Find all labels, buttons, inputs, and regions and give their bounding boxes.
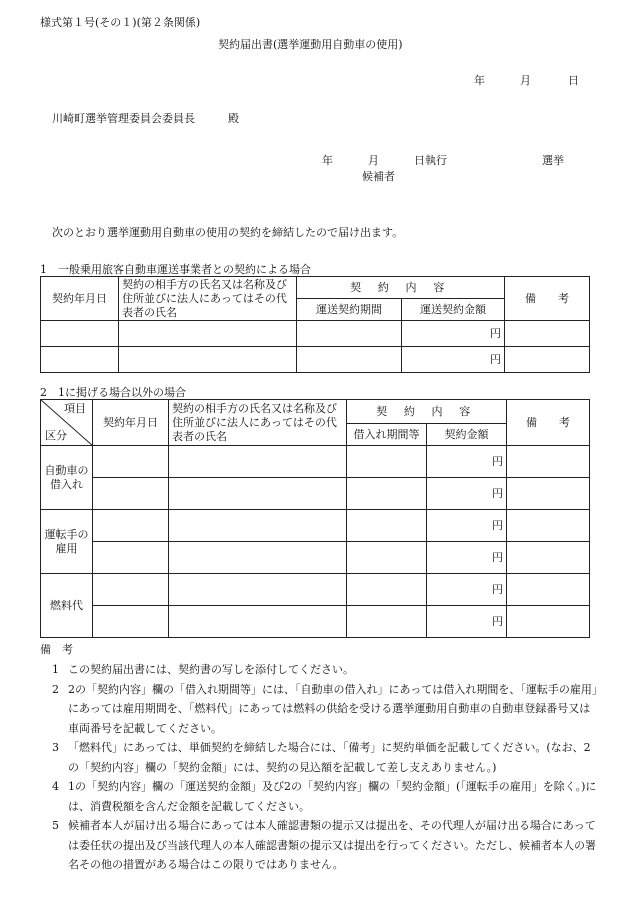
table-row — [41, 606, 590, 638]
table-row — [41, 574, 590, 606]
s2-amount-cell[interactable]: 円 — [427, 606, 507, 638]
s2-corner-cell — [41, 400, 93, 446]
s1-header-amount: 運送契約金額 — [402, 299, 505, 321]
s2-header-contract: 契 約 内 容 — [347, 400, 507, 424]
s2-date-cell[interactable] — [93, 510, 169, 542]
s2-period-cell[interactable] — [347, 510, 427, 542]
s2-party-cell[interactable] — [169, 478, 347, 510]
table-row — [41, 510, 590, 542]
s2-amount-cell[interactable]: 円 — [427, 510, 507, 542]
s2-row-driver: 運転手の雇用 — [41, 510, 93, 574]
s1-amount-cell[interactable]: 円 — [402, 321, 505, 347]
s2-remarks-cell[interactable] — [507, 446, 590, 478]
s2-amount-cell[interactable]: 円 — [427, 574, 507, 606]
s2-party-cell[interactable] — [169, 606, 347, 638]
list-item: 3 「燃料代」にあっては、単価契約を締結した場合には、「備考」に契約単価を記載してください。(なお、2の「契約内容」欄の「契約金額」には、契約の見込額を記載して差し支えありません。) — [52, 741, 591, 774]
notes-heading: 備 考 — [40, 643, 73, 656]
list-item: 5 候補者本人が届け出る場合にあっては本人確認書類の提示又は提出を、その代理人が届け出る場合にあっては委任状の提出及び当該代理人の本人確認書類の提示又は提出を行ってください。ただし、候補者本人の署名その他の措置がある場合はこの限りではありません。 — [52, 819, 596, 871]
s2-date-cell[interactable] — [93, 478, 169, 510]
notes-list — [40, 660, 600, 875]
s1-party-cell[interactable] — [119, 321, 297, 347]
s2-header-date: 契約年月日 — [93, 400, 169, 446]
s2-amount-cell[interactable]: 円 — [427, 542, 507, 574]
form-number: 様式第１号(その１)(第２条関係) — [40, 16, 201, 29]
s2-amount-cell[interactable]: 円 — [427, 446, 507, 478]
s2-date-cell[interactable] — [93, 574, 169, 606]
s2-period-cell[interactable] — [347, 574, 427, 606]
list-item: 2 2の「契約内容」欄の「借入れ期間等」には、「自動車の借入れ」にあっては借入れ期間を、「運転手の雇用」にあっては雇用期間を、「燃料代」にあっては燃料の供給を受ける選挙運動用自動車の自動車登録番号又は車両番号を記載してください。 — [52, 682, 598, 735]
page-title: 契約届出書(選挙運動用自動車の使用) — [218, 38, 403, 51]
s2-amount-cell[interactable]: 円 — [427, 478, 507, 510]
s2-period-cell[interactable] — [347, 478, 427, 510]
s1-remarks-cell[interactable] — [505, 321, 590, 347]
date-year-label: 年 — [474, 74, 485, 87]
s1-header-date: 契約年月日 — [41, 277, 119, 321]
section1-table — [40, 276, 590, 373]
date-day-label: 日 — [568, 74, 579, 87]
s2-remarks-cell[interactable] — [507, 606, 590, 638]
s2-row-fuel: 燃料代 — [41, 574, 93, 638]
s2-header-party: 契約の相手方の氏名又は名称及び住所並びに法人にあってはその代表者の氏名 — [169, 400, 347, 446]
s1-period-cell[interactable] — [297, 321, 402, 347]
s2-header-period: 借入れ期間等 — [347, 424, 427, 446]
s2-remarks-cell[interactable] — [507, 478, 590, 510]
list-item: 4 1の「契約内容」欄の「運送契約金額」及び2の「契約内容」欄の「契約金額」(「運転手の雇用」を除く。)には、消費税額を含んだ金額を記載してください。 — [52, 780, 597, 813]
s2-remarks-cell[interactable] — [507, 542, 590, 574]
s1-period-cell[interactable] — [297, 347, 402, 373]
table-row — [41, 347, 590, 373]
s1-remarks-cell[interactable] — [505, 347, 590, 373]
section2-table — [40, 399, 590, 638]
addressee-name: 川崎町選挙管理委員会委員長 — [52, 112, 195, 125]
s2-party-cell[interactable] — [169, 446, 347, 478]
s1-amount-cell[interactable]: 円 — [402, 347, 505, 373]
s2-row-car: 自動車の借入れ — [41, 446, 93, 510]
s2-party-cell[interactable] — [169, 510, 347, 542]
candidate-label: 候補者 — [362, 170, 395, 183]
date-month-label: 月 — [520, 74, 531, 87]
election-day-label: 日執行 — [414, 154, 447, 167]
s1-header-remarks: 備 考 — [505, 277, 590, 321]
s1-header-period: 運送契約期間 — [297, 299, 402, 321]
list-item: 1 この契約届出書には、契約書の写しを添付してください。 — [52, 663, 354, 676]
s1-date-cell[interactable] — [41, 347, 119, 373]
intro-text: 次のとおり選挙運動用自動車の使用の契約を締結したので届け出ます。 — [52, 226, 404, 239]
s2-corner-category: 区分 — [45, 429, 67, 442]
table-row — [41, 542, 590, 574]
s2-period-cell[interactable] — [347, 446, 427, 478]
s1-header-contract: 契 約 内 容 — [297, 277, 505, 299]
table-row — [41, 321, 590, 347]
election-suffix: 選挙 — [542, 154, 564, 167]
s2-period-cell[interactable] — [347, 606, 427, 638]
s1-header-party: 契約の相手方の氏名又は名称及び住所並びに法人にあってはその代表者の氏名 — [119, 277, 297, 321]
s2-corner-item: 項目 — [64, 402, 86, 415]
election-year-label: 年 — [322, 154, 333, 167]
election-month-label: 月 — [368, 154, 379, 167]
s2-header-remarks: 備 考 — [507, 400, 590, 446]
s1-date-cell[interactable] — [41, 321, 119, 347]
s2-period-cell[interactable] — [347, 542, 427, 574]
s2-date-cell[interactable] — [93, 542, 169, 574]
s2-party-cell[interactable] — [169, 574, 347, 606]
s2-remarks-cell[interactable] — [507, 510, 590, 542]
section2-heading: 2 1に掲げる場合以外の場合 — [40, 386, 186, 399]
section1-heading: 1 一般乗用旅客自動車運送事業者との契約による場合 — [40, 263, 311, 276]
s2-remarks-cell[interactable] — [507, 574, 590, 606]
s2-party-cell[interactable] — [169, 542, 347, 574]
s2-date-cell[interactable] — [93, 446, 169, 478]
addressee-honorific: 殿 — [228, 112, 239, 125]
s2-header-amount: 契約金額 — [427, 424, 507, 446]
s2-date-cell[interactable] — [93, 606, 169, 638]
s1-party-cell[interactable] — [119, 347, 297, 373]
table-row — [41, 446, 590, 478]
table-row — [41, 478, 590, 510]
